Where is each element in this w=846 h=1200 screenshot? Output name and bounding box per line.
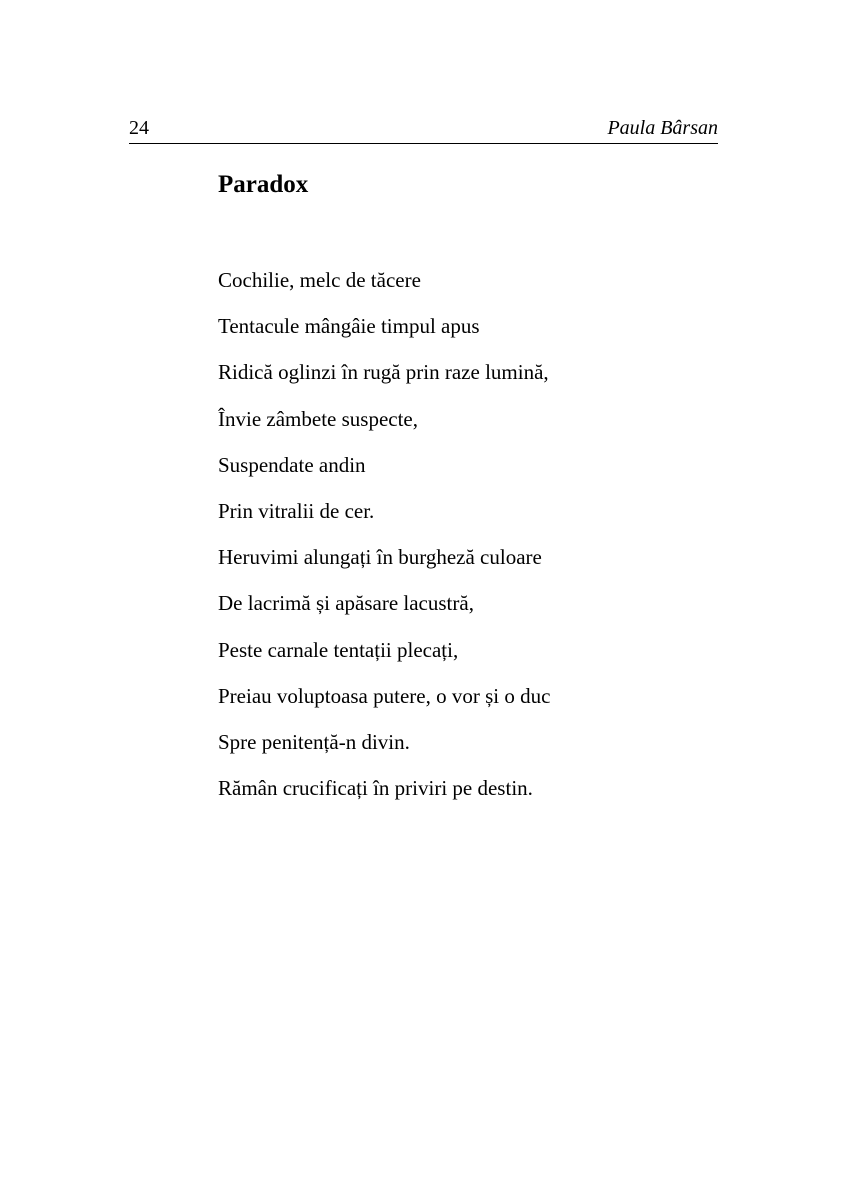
poem-line: Spre penitență-n divin.: [218, 729, 410, 754]
page-header: [129, 116, 718, 144]
poem-line: Peste carnale tentații plecați,: [218, 637, 459, 662]
poem-line: Prin vitralii de cer.: [218, 498, 375, 523]
poem-line: Suspendate andin: [218, 452, 366, 477]
poem-line: De lacrimă și apăsare lacustră,: [218, 591, 474, 616]
poem-line: Rămân crucificați în priviri pe destin.: [218, 776, 533, 801]
poem-body: [218, 264, 550, 818]
poem-line: Învie zâmbete suspecte,: [218, 406, 418, 431]
poem-title: Paradox: [218, 171, 309, 198]
poem-line: Cochilie, melc de tăcere: [218, 268, 421, 292]
page-number: 24: [129, 117, 149, 139]
poem-line: Heruvimi alungați în burgheză culoare: [218, 545, 542, 570]
poem-line: Tentacule mângâie timpul apus: [218, 314, 480, 339]
poem-line: Preiau voluptoasa putere, o vor și o duc: [218, 683, 551, 708]
poem-line: Ridică oglinzi în rugă prin raze lumină,: [218, 360, 549, 385]
running-head-author: Paula Bârsan: [607, 117, 718, 139]
